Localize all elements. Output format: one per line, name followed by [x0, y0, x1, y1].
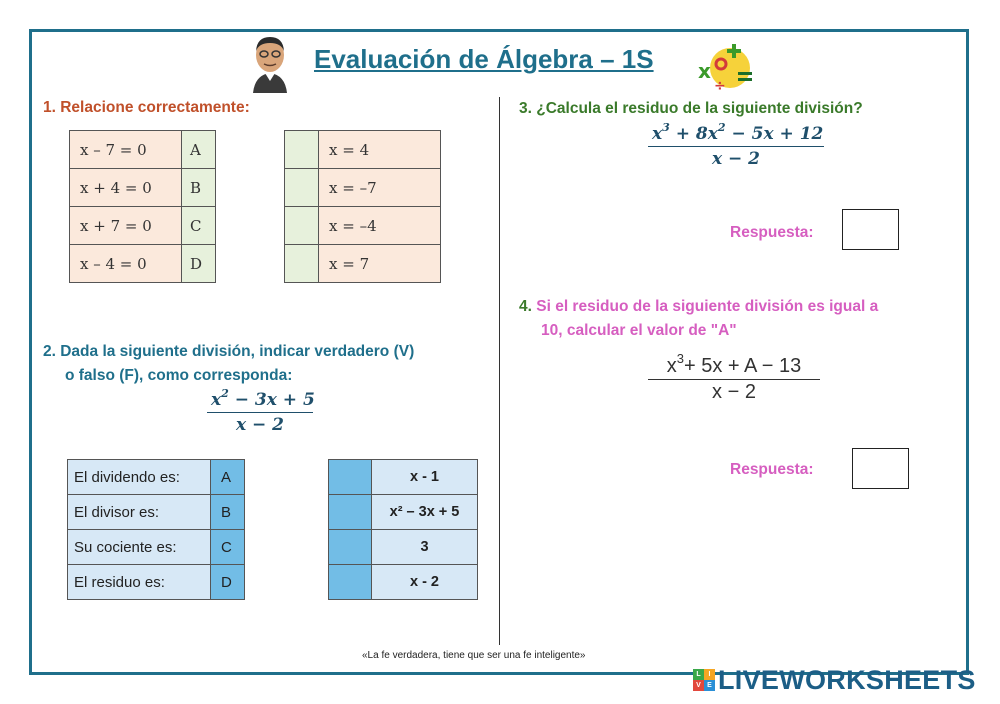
answer-input-cell[interactable]	[285, 245, 319, 283]
letter-cell: A	[182, 131, 216, 169]
table-row	[285, 131, 441, 169]
solution-cell: x = –4	[319, 207, 441, 245]
table-row	[68, 495, 245, 530]
table-row	[285, 245, 441, 283]
statement-cell: El residuo es:	[68, 565, 211, 600]
question-1-title: 1. Relacione correctamente:	[43, 99, 250, 116]
answer-input-cell[interactable]	[329, 460, 372, 495]
answer-input-cell[interactable]	[285, 131, 319, 169]
table-row	[70, 245, 216, 283]
letter-cell: B	[182, 169, 216, 207]
letter-cell: D	[182, 245, 216, 283]
table-row	[285, 207, 441, 245]
solution-cell: x = 7	[319, 245, 441, 283]
question-2-line-1: 2. Dada la siguiente división, indicar verdadero (V)	[43, 343, 415, 360]
q1-solutions-table	[284, 130, 441, 283]
question-3-title: 3. ¿Calcula el residuo de la siguiente división?	[519, 100, 863, 117]
table-row	[329, 530, 478, 565]
table-row	[285, 169, 441, 207]
table-row	[70, 169, 216, 207]
table-row	[329, 460, 478, 495]
table-row	[68, 530, 245, 565]
solution-cell: x = 4	[319, 131, 441, 169]
answer-input-cell[interactable]	[329, 565, 372, 600]
equation-cell: x + 4 = 0	[70, 169, 182, 207]
table-row	[68, 565, 245, 600]
q4-division-expression: $\frac{x^3+ 5x + A - 13}{x - 2}$	[648, 355, 820, 404]
answer-input-cell[interactable]	[285, 169, 319, 207]
option-cell: 3	[372, 530, 478, 565]
answer-input-cell[interactable]	[329, 530, 372, 565]
equation-cell: x + 7 = 0	[70, 207, 182, 245]
teacher-avatar-icon	[245, 33, 295, 93]
q2-division-expression: $\frac{x^2 - 3x + 5}{x - 2}$	[207, 390, 313, 435]
footer-quote: «La fe verdadera, tiene que ser una fe inteligente»	[362, 650, 586, 661]
q3-response-input[interactable]	[842, 209, 899, 250]
solution-cell: x = –7	[319, 169, 441, 207]
letter-cell: C	[182, 207, 216, 245]
question-2-title	[43, 340, 414, 388]
page-title: Evaluación de Álgebra – 1S	[314, 44, 654, 74]
letter-cell: C	[211, 530, 245, 565]
letter-cell: B	[211, 495, 245, 530]
equation-cell: x – 4 = 0	[70, 245, 182, 283]
q1-equations-table	[69, 130, 216, 283]
svg-text:÷: ÷	[714, 78, 726, 92]
answer-input-cell[interactable]	[329, 495, 372, 530]
option-cell: x - 2	[372, 565, 478, 600]
liveworksheets-logo	[693, 665, 976, 695]
q3-division-expression: $\frac{x^3 + 8x^2 - 5x + 12}{x - 2}$	[648, 124, 824, 169]
q4-response-label: Respuesta:	[730, 461, 814, 478]
svg-text:x: x	[698, 59, 711, 83]
question-4-number: 4.	[519, 298, 532, 315]
table-row	[68, 460, 245, 495]
question-4-line-2: 10, calcular el valor de "A"	[541, 322, 737, 339]
q2-statements-table	[67, 459, 245, 600]
statement-cell: El divisor es:	[68, 495, 211, 530]
statement-cell: Su cociente es:	[68, 530, 211, 565]
table-row	[70, 131, 216, 169]
letter-cell: D	[211, 565, 245, 600]
liveworksheets-logo-icon: L I V E	[693, 669, 715, 691]
algebra-symbols-icon	[694, 40, 756, 92]
question-4-line-1: Si el residuo de la siguiente división es igual a	[536, 298, 879, 315]
q4-response-input[interactable]	[852, 448, 909, 489]
equation-cell: x – 7 = 0	[70, 131, 182, 169]
letter-cell: A	[211, 460, 245, 495]
option-cell: x² – 3x + 5	[372, 495, 478, 530]
statement-cell: El dividendo es:	[68, 460, 211, 495]
option-cell: x - 1	[372, 460, 478, 495]
table-row	[329, 495, 478, 530]
answer-input-cell[interactable]	[285, 207, 319, 245]
question-2-line-2: o falso (F), como corresponda:	[65, 367, 293, 384]
table-row	[329, 565, 478, 600]
q2-options-table	[328, 459, 478, 600]
question-4-title	[519, 295, 878, 343]
q3-response-label: Respuesta:	[730, 224, 814, 241]
brand-name: LIVEWORKSHEETS	[718, 664, 976, 695]
table-row	[70, 207, 216, 245]
column-divider	[499, 97, 500, 645]
